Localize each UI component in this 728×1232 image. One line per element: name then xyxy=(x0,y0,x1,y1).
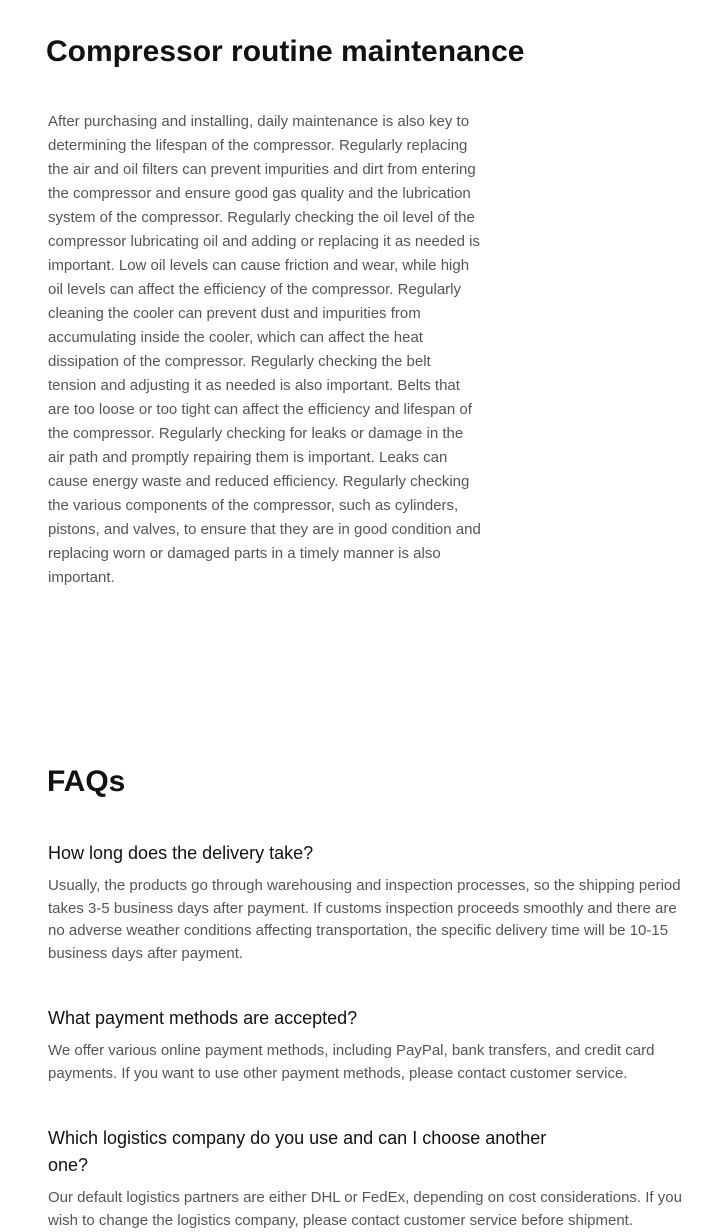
faq-answer-payment-methods: We offer various online payment methods, including PayPal, bank transfers, and credit card payments. If you want to use other payment methods, please contact customer service. xyxy=(48,1042,655,1082)
faq-section-title: FAQs xyxy=(47,765,126,798)
maintenance-paragraph: After purchasing and installing, daily maintenance is also key to determining the lifespan of the compressor. Regularly replacing the air and oil filters can prevent impurities and dirt from entering the compressor and ensure good gas quality and the lubrication system of the compressor. Regularly checking the oil level of the compressor lubricating oil and adding or replacing it as needed is important. Low oil levels can cause friction and wear, while high oil levels can affect the efficiency of the compressor. Regularly cleaning the cooler can prevent dust and impurities from accumulating inside the cooler, which can affect the heat dissipation of the compressor. Regularly checking the belt tension and adjusting it as needed is also important. Belts that are too loose or too tight can affect the efficiency and lifespan of the compressor. Regularly checking for leaks or damage in the air path and promptly repairing them is important. Leaks can cause energy waste and reduced efficiency. Regularly checking the various components of the compressor, such as cylinders, pistons, and valves, to ensure that they are in good condition and replacing worn or damaged parts in a timely manner is also important. xyxy=(48,113,481,586)
faq-question-logistics-company: Which logistics company do you use and can I choose another one? xyxy=(48,1128,547,1175)
faq-answer-logistics-company: Our default logistics partners are either DHL or FedEx, depending on cost considerations. If you wish to change the logistics company, please contact customer service before shipment. xyxy=(48,1189,682,1229)
faq-question-delivery-time: How long does the delivery take? xyxy=(48,843,314,863)
faq-item xyxy=(0,1005,728,1085)
page-title: Compressor routine maintenance xyxy=(46,35,525,68)
faq-item xyxy=(0,840,728,965)
faq-answer-delivery-time: Usually, the products go through warehousing and inspection processes, so the shipping period takes 3-5 business days after payment. If customs inspection proceeds smoothly and there are no adverse weather conditions affecting transportation, the specific delivery time will be 10-15 business days after payment. xyxy=(48,877,681,962)
faq-list xyxy=(0,840,728,1232)
faq-item xyxy=(0,1125,728,1232)
faq-question-payment-methods: What payment methods are accepted? xyxy=(48,1008,358,1028)
